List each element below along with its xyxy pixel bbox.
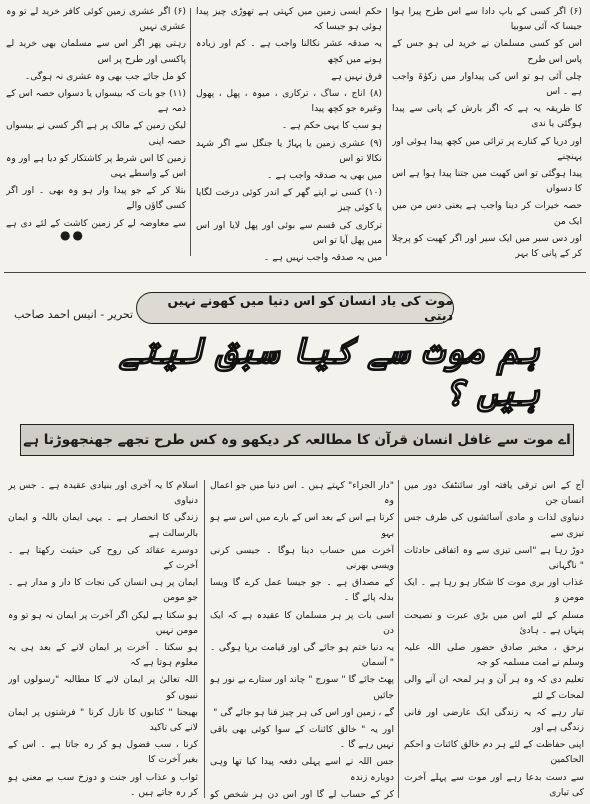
headline-banner: موت کی یاد انسان کو اس دنیا میں کھونے نہیں دیتی [136,292,454,324]
text-line: ہو سکتا ۔ آخرت پر ایمان لانے کے بعد ہی یہ معلوم ہوتا ہے کہ [8,642,198,669]
top-section-bottom-rule [4,272,586,273]
text-line: میں یہ صدقہ واجب نہیں ہے ۔ [263,252,382,264]
top-middle-column [196,4,382,266]
text-line: "دار الجزاء" کہتے ہیں ۔ اس دنیا میں جو اعمال وہ [210,480,394,507]
main-headline: ہم موت سے کیا سبق لیتے ہیں ؟ [118,330,540,414]
text-line: (۹) عشری زمین یا پہاڑ یا جنگل سے اگر شہد نکالا تو اس [196,137,382,164]
sub-headline-box: اے موت سے غافل انسان قرآن کا مطالعہ کر دیکھو وہ کس طرح تجھے جھنجھوڑتا ہے [20,424,574,456]
top-right-column [392,4,582,266]
text-line: بھیجنا " کتابوں کا نازل کرنا " فرشتوں پر ایمان لانے کی تاکید [8,706,198,734]
top-divider-right [386,8,387,256]
text-line: فرق نہیں ہے [331,70,382,82]
text-line: کو مل جائے جب بھی وہ عشری نہ ہوگی۔ [24,70,186,82]
text-line: ہو سکتا ہے لیکن اگر آخرت پر ایمان نہ ہو تو وہ مومن نہیں [8,609,198,636]
text-line: دوسرے عقائد کی روح کی حیثیت رکھتا ہے ۔ آخرت کے [8,544,198,572]
text-line: عذاب اور بری موت کا شکار ہو رہا ہے ۔ ایک مومن و [404,577,584,604]
text-line: اور یہ " خالق کائنات کے سوا کوئی بھی باقی نہیں رہے گا ۔ [210,724,394,751]
text-line: (۱۱) جو بات کہ بیسواں یا دسواں حصہ اس کے ذمہ ہے [6,88,186,115]
top-divider-left [190,8,191,256]
text-line: کے مصداق ہے ۔ جو جیسا عمل کرے گا ویسا بدلہ پائے گا ۔ [210,577,394,604]
text-line: سے دست بدعا رہے اور موت سے پہلے آخرت کی تیاری [404,771,584,798]
article-right-column [404,478,584,800]
text-line: اور دریا کے کنارے پر ترائی میں کچھ پیدا ہوئی اور پہنچنے [392,135,582,162]
text-line: ثواب و عذاب اور جنت و دوزخ سب بے معنی ہو کر رہ جاتے ہیں ۔ [8,771,198,798]
text-line: پیدا ہوگئی تو اس کھیت میں جتنا پیدا ہوا ہے اس کا دسواں [392,168,582,195]
text-line: کرتا ہے اس کے بعد اس کے بارے میں اس سے ہو بہو [210,512,394,539]
text-line: کر کے حساب لے گا اور اس دن ہر شخص کو [210,788,394,800]
article-middle-column [210,478,394,800]
text-line: تیار رہے کہ یہ زندگی ایک عارضی اور فانی زندگی ہے اور [404,706,584,734]
text-line: کرنا ، سب فضول ہو کر رہ جاتا ہے ۔ اس کے بغیر آخرت کا [8,739,198,766]
text-line [392,263,582,266]
text-line: اسلام کا یہ آخری اور بنیادی عقیدہ ہے ۔ جس پر دنیاوی [8,480,198,507]
text-line: ایمان پر ہی انسان کی نجات کا دار و مدار ہے ۔ جو مومن [8,577,198,604]
text-line: آخرت میں حساب دینا ہوگا ۔ جیسی کرنی ویسی بھرنی [210,544,394,572]
text-line: (۶) اگر عشری زمین کوئی کافر خرید لے تو وہ عشری نہیں [6,6,186,33]
text-line: یہ دنیا ختم ہو جائے گی اور قیامت برپا ہوگی ۔ " آسمان [210,642,394,669]
text-line: اللہ تعالیٰ پر ایمان لانے کا مطالبہ "رسولوں اور نبیوں کو [8,674,198,701]
end-mark-dots: ●● [60,228,85,242]
text-line: ہو سب کا یہی حکم ہے ۔ [281,120,382,132]
article-divider-left [204,480,205,798]
text-line: سے معاوضہ لے کر زمین کاشت کے لئے دی ہے [6,217,186,229]
text-line: اس کو کسی مسلمان نے خرید لی ہو جس کے پاس اس طرح [392,38,582,65]
text-line: مسلم کے لئے اس میں بڑی عبرت و نصیحت پنہاں ہے ۔ ہادیٔ [404,609,584,636]
text-line: گے ، زمین اور اس کی ہر چیز فنا ہو جائے گی " [213,706,394,718]
text-line: اسی بات پر ہر مسلمان کا عقیدہ ہے کہ ایک دن [210,609,394,636]
text-line: لیکن زمین کے مالک پر ہے اگر کسی نے بیسواں حصہ اپنی [6,120,186,147]
text-line: (۶) اگر کسی کے باپ دادا سے اس طرح پیرا ہوا جیسا کہ آئی سوبیا [392,6,582,33]
article-left-column [8,478,198,800]
text-line: ترکاری کی قسم سے بوئی اور پھل لایا اور اس میں پھل آیا تو اس [196,219,382,246]
text-line: (۸) اناج ، ساگ ، ترکاری ، میوہ ، پھل ، پھول وغیرہ جو کچھ پیدا [196,88,382,115]
text-line: بتلا کر کے جو پیدا وار ہو وہ بھی ۔ اور اگر کسی گاؤں والے [6,185,186,212]
text-line: حکم ایسی زمین میں کہتی ہے تھوڑی چیز پیدا ہوئی ہو جیسا کہ [196,6,382,33]
text-line: رہتی پھر اگر اس سے مسلمان بھی خرید لے پاکسی اور طرح پر اس [6,38,186,65]
text-line: میں بھی یہ صدقہ واجب ہے ۔ [267,170,382,182]
text-line: دنیاوی لذات و مادی آسائشوں کی طرف جس تیزی سے [404,512,584,539]
text-line: (۱۰) کسی نے اپنے گھر کے اندر کوئی درخت لگایا یا کوئی چیز [196,187,382,214]
text-line: کا طریقہ یہ ہے کہ اگر بارش کے پانی سے پیدا ہوگئی یا ندی [392,103,582,130]
text-line: تعلیم دی کہ وہ ہر آن و ہر لمحہ ان آنے والی لمحات کے لئے [404,674,584,701]
text-line: حصہ خیرات کر دینا واجب ہے یعنی دس من میں ایک من [392,200,582,227]
text-line: زمین کا اس شرط پر کاشتکار کو دیا ہے اور وہ اس کے واسطے یہی [6,152,186,180]
text-line: برحق ، مخبر صادق حضور صلی اللہ علیہ وسلم نے امت مسلمہ کو جہ [404,642,584,669]
author-byline: تحریر - انیس احمد صاحب [14,308,134,321]
text-line: یہ صدقہ عشر نکالنا واجب ہے ۔ کم اور زیادہ ہونے میں کچھ [196,38,382,65]
text-line: اپنی حفاظت کے لئے ہر دم خالق کائنات و احکم الحاکمین [404,739,584,766]
text-line: دوڑ رہا ہے "اسی تیزی سے وہ اتفاقی حادثات " ناگہانی [404,544,584,572]
text-line: جس اللہ نے اسے پہلی دفعہ پیدا کیا تھا وہی دوبارہ زندہ [210,756,394,783]
text-line: آج کے اس ترقی یافتہ اور سائنٹفک دور میں انسان جن [404,480,584,507]
text-line: پھٹ جائے گا " سورج " چاند اور ستارے بے نور ہو جائیں [210,674,394,701]
article-divider-right [398,480,399,798]
text-line: اور دس سیر میں ایک سیر اور اگر کھیت کو پرچلا کر کے پانی کا بہر [392,232,582,260]
top-left-column [6,4,186,234]
text-line: زندگی کا انحصار ہے ۔ یہی ایمان باللہ و ایمان بالرسالت ہے [8,512,198,539]
text-line: چلی آئی ہو تو اس کی پیداوار میں زکوٰۃ واجب ہے ۔ اس [392,70,582,98]
